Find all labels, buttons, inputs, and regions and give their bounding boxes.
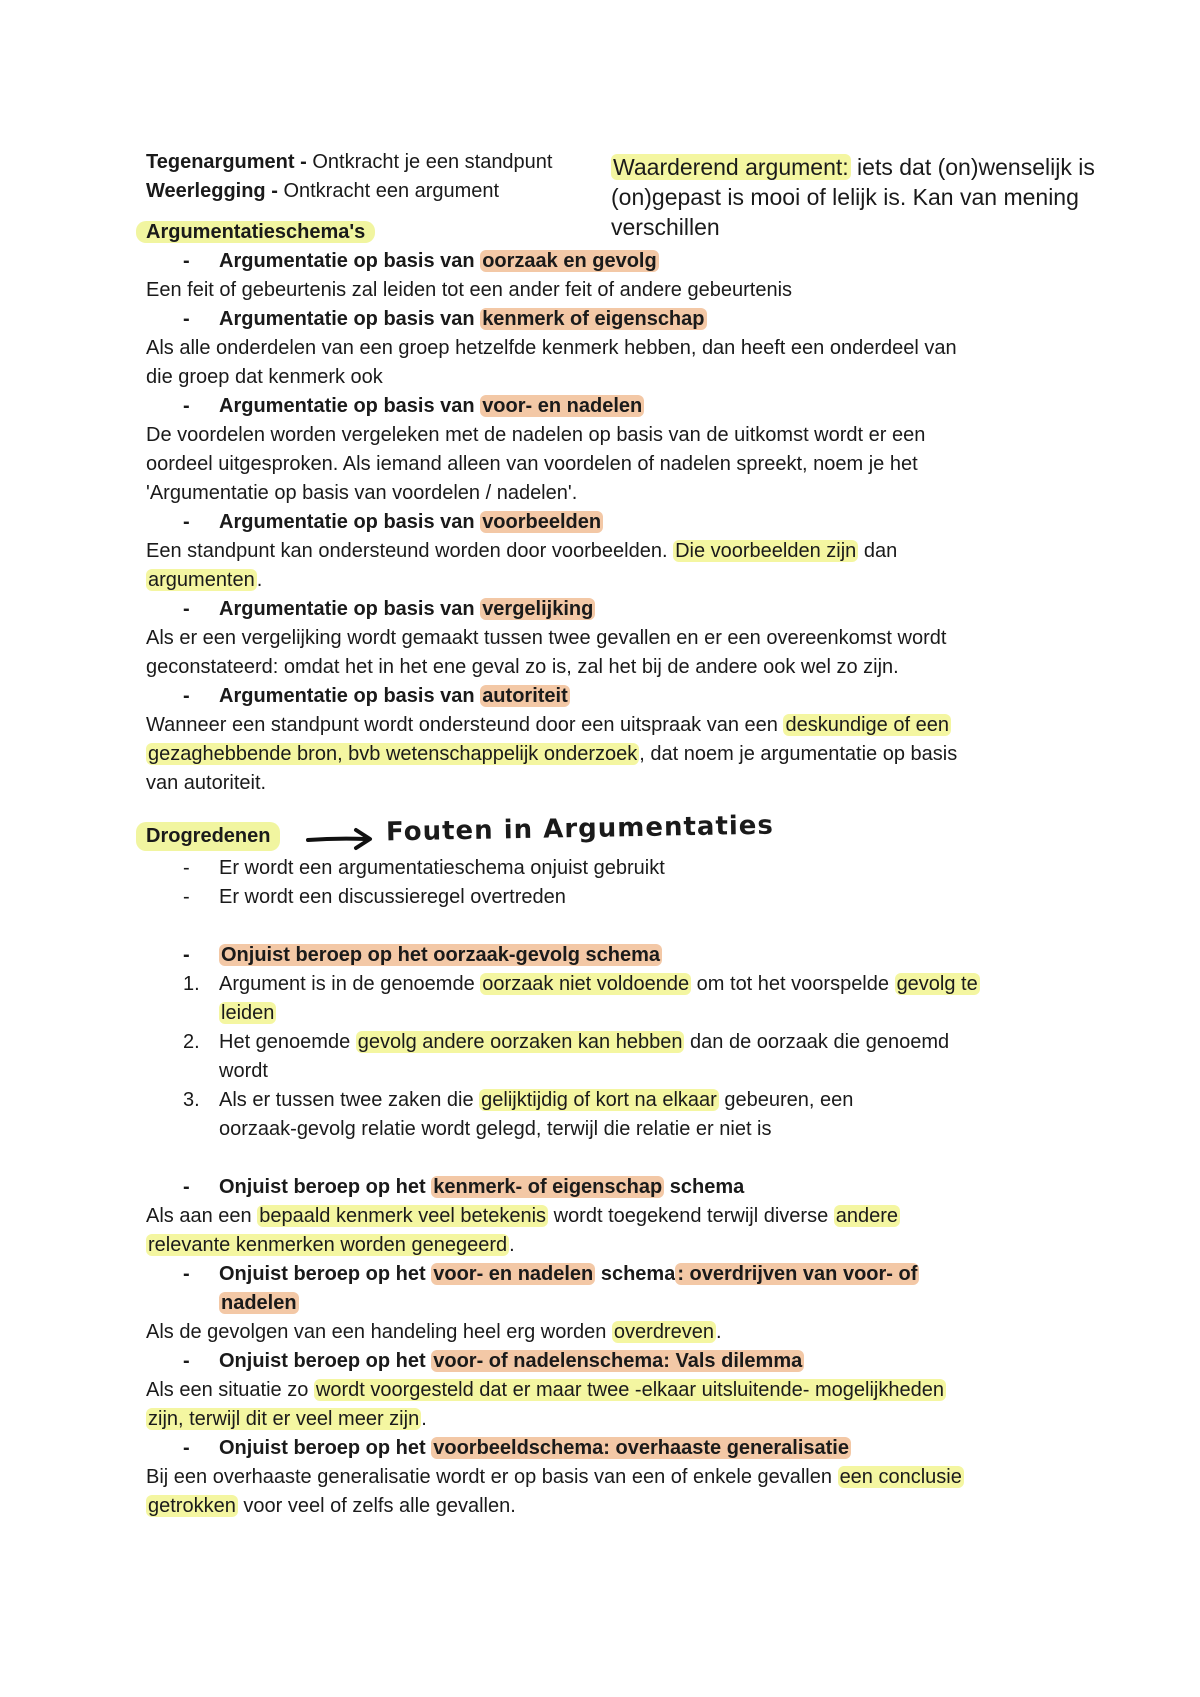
schema-topic: vergelijking — [482, 598, 594, 620]
waarderend-term: Waarderend argument: — [613, 154, 849, 180]
fallacy-desc: Als aan een bepaald kenmerk veel betekenis wordt toegekend terwijl diverse andere — [146, 1205, 899, 1227]
schema-item: - Argumentatie op basis van voorbeelden — [183, 511, 602, 533]
list-item: - Er wordt een discussieregel overtreden — [183, 886, 566, 908]
schema-desc: Als alle onderdelen van een groep hetzelfde kenmerk hebben, dan heeft een onderdeel van — [146, 337, 957, 359]
term-desc: Ontkracht je een standpunt — [312, 151, 553, 173]
fallacy-desc: Als een situatie zo wordt voorgesteld dat er maar twee -elkaar uitsluitende- mogelijkheden — [146, 1379, 944, 1401]
list-item: - Er wordt een argumentatieschema onjuist gebruikt — [183, 857, 665, 879]
fallacy-heading-cont: nadelen — [221, 1292, 297, 1314]
fallacy-heading: - Onjuist beroep op het oorzaak-gevolg schema — [183, 944, 660, 966]
schema-item: - Argumentatie op basis van voor- en nadelen — [183, 395, 643, 417]
schema-desc: argumenten . — [148, 569, 263, 591]
numbered-item: 2. Het genoemde gevolg andere oorzaken kan hebben dan de oorzaak die genoemd — [183, 1031, 950, 1053]
fallacy-heading: - Onjuist beroep op het kenmerk- of eigenschap schema — [183, 1176, 745, 1198]
schema-topic: voor- en nadelen — [482, 395, 643, 417]
fallacy-heading: - Onjuist beroep op het voorbeeldschema: overhaaste generalisatie — [183, 1437, 849, 1459]
section-heading-schemas — [146, 218, 1066, 247]
arrow-icon — [306, 826, 374, 852]
schema-desc: oordeel uitgesproken. Als iemand alleen van voordelen of nadelen spreekt, noem je het — [146, 453, 918, 475]
numbered-item: 1. Argument is in de genoemde oorzaak niet voldoende om tot het voorspelde gevolg te — [183, 973, 978, 995]
schema-topic: kenmerk of eigenschap — [482, 308, 705, 330]
document-page — [146, 148, 1066, 1521]
section-heading-drogredenen — [146, 810, 1066, 854]
schema-desc: Wanneer een standpunt wordt ondersteund door een uitspraak van een deskundige of een — [146, 714, 949, 736]
numbered-item: 3. Als er tussen twee zaken die gelijktijdig of kort na elkaar gebeuren, een — [183, 1089, 854, 1111]
schema-desc: gezaghebbende bron, bvb wetenschappelijk onderzoek , dat noem je argumentatie op basis — [148, 743, 958, 765]
fallacy-desc: getrokken voor veel of zelfs alle gevallen. — [148, 1495, 516, 1517]
term-desc: Ontkracht een argument — [283, 180, 500, 202]
fallacy-desc: Bij een overhaaste generalisatie wordt er op basis van een of enkele gevallen een conclusie — [146, 1466, 962, 1488]
numbered-item-cont: leiden — [221, 1002, 275, 1024]
heading-label: Argumentatieschema's — [136, 221, 375, 243]
numbered-item-cont: oorzaak-gevolg relatie wordt gelegd, terwijl die relatie er niet is — [219, 1118, 772, 1140]
fallacy-heading: - Onjuist beroep op het voor- of nadelenschema: Vals dilemma — [183, 1350, 803, 1372]
schema-topic: autoriteit — [482, 685, 568, 707]
term-sep: - — [294, 151, 313, 173]
schema-topic: oorzaak en gevolg — [482, 250, 657, 272]
heading-label: Drogredenen — [136, 822, 280, 851]
term-label: Weerlegging — [146, 180, 266, 202]
schema-desc: geconstateerd: omdat het in het ene geval zo is, zal het bij de andere ook wel zo zijn. — [146, 656, 899, 678]
fallacy-heading: - Onjuist beroep op het voor- en nadelen schema : overdrijven van voor- of — [183, 1263, 918, 1285]
fallacy-desc: relevante kenmerken worden genegeerd . — [148, 1234, 515, 1256]
fallacy-desc: Als de gevolgen van een handeling heel erg worden overdreven . — [146, 1321, 722, 1343]
schema-desc: van autoriteit. — [146, 772, 267, 794]
schema-desc: 'Argumentatie op basis van voordelen / nadelen'. — [146, 482, 578, 504]
schema-item: - Argumentatie op basis van oorzaak en gevolg — [183, 250, 657, 272]
schema-topic: voorbeelden — [482, 511, 602, 533]
schema-item: - Argumentatie op basis van vergelijking — [183, 598, 594, 620]
term-sep: - — [265, 180, 284, 202]
schema-item: - Argumentatie op basis van autoriteit — [183, 685, 568, 707]
term-label: Tegenargument — [146, 151, 295, 173]
schema-desc: Als er een vergelijking wordt gemaakt tussen twee gevallen en er een overeenkomst wordt — [146, 627, 947, 649]
fallacy-desc: zijn, terwijl dit er veel meer zijn . — [148, 1408, 427, 1430]
schema-desc: Een standpunt kan ondersteund worden door voorbeelden. Die voorbeelden zijn dan — [146, 540, 898, 562]
schema-desc: die groep dat kenmerk ook — [146, 366, 383, 388]
numbered-item-cont: wordt — [219, 1060, 268, 1082]
definition-weerlegging — [146, 177, 1066, 206]
handwritten-note: Fouten in Argumentaties — [385, 810, 775, 848]
definition-tegenargument — [146, 148, 1066, 177]
waarderend-text: iets dat (on)wenselijk is (on)gepast is mooi of lelijk is. Kan van mening verschillen — [611, 154, 1095, 240]
schema-desc: De voordelen worden vergeleken met de nadelen op basis van de uitkomst wordt er een — [146, 424, 926, 446]
schema-desc: Een feit of gebeurtenis zal leiden tot een ander feit of andere gebeurtenis — [146, 279, 793, 301]
schema-item: - Argumentatie op basis van kenmerk of eigenschap — [183, 308, 705, 330]
